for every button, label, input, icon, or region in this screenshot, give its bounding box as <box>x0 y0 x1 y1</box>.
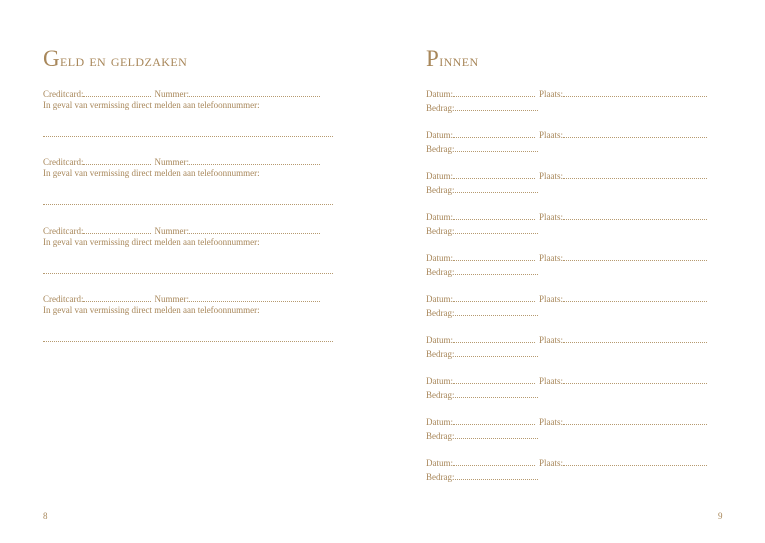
plaats-field[interactable] <box>563 129 707 138</box>
plaats-field[interactable] <box>563 293 707 302</box>
nummer-label: Nummer: <box>154 89 189 99</box>
datum-label: Datum: <box>426 253 453 263</box>
creditcard-field[interactable] <box>83 88 151 97</box>
pin-entry-datum-row <box>426 170 707 182</box>
plaats-label: Plaats: <box>539 294 563 304</box>
bedrag-field[interactable] <box>455 307 538 316</box>
datum-field[interactable] <box>453 88 535 97</box>
pin-entry-bedrag-row <box>426 143 538 155</box>
page-title-pinnen: Pinnen <box>426 46 479 71</box>
pin-entry-bedrag-row <box>426 430 538 442</box>
pin-entry-datum-row <box>426 252 707 264</box>
page-title-geld-en-geldzaken: Geld en geldzaken <box>43 46 188 71</box>
plaats-field[interactable] <box>563 252 707 261</box>
pin-entry-bedrag-row <box>426 348 538 360</box>
bedrag-label: Bedrag: <box>426 144 455 154</box>
creditcard-field[interactable] <box>83 293 151 302</box>
bedrag-field[interactable] <box>455 471 538 480</box>
vermissing-notice: In geval van vermissing direct melden aan telefoonnummer: <box>43 237 260 247</box>
plaats-field[interactable] <box>563 211 707 220</box>
bedrag-label: Bedrag: <box>426 226 455 236</box>
creditcard-row <box>43 225 320 237</box>
nummer-label: Nummer: <box>154 157 189 167</box>
datum-field[interactable] <box>453 293 535 302</box>
bedrag-label: Bedrag: <box>426 390 455 400</box>
pin-entry-bedrag-row <box>426 389 538 401</box>
page-number-left: 8 <box>43 511 48 521</box>
plaats-field[interactable] <box>563 170 707 179</box>
right-page <box>426 0 723 543</box>
datum-field[interactable] <box>453 375 535 384</box>
bedrag-label: Bedrag: <box>426 185 455 195</box>
left-page <box>43 0 333 543</box>
pin-entry-datum-row <box>426 457 707 469</box>
telefoonnummer-line[interactable] <box>43 204 333 205</box>
pin-entry-bedrag-row <box>426 307 538 319</box>
bedrag-label: Bedrag: <box>426 267 455 277</box>
vermissing-notice: In geval van vermissing direct melden aan telefoonnummer: <box>43 305 260 315</box>
plaats-label: Plaats: <box>539 89 563 99</box>
creditcard-row <box>43 293 320 305</box>
bedrag-label: Bedrag: <box>426 472 455 482</box>
bedrag-label: Bedrag: <box>426 308 455 318</box>
bedrag-field[interactable] <box>455 102 538 111</box>
datum-field[interactable] <box>453 129 535 138</box>
plaats-label: Plaats: <box>539 253 563 263</box>
pin-entry-bedrag-row <box>426 184 538 196</box>
bedrag-field[interactable] <box>455 225 538 234</box>
bedrag-label: Bedrag: <box>426 349 455 359</box>
bedrag-field[interactable] <box>455 348 538 357</box>
plaats-field[interactable] <box>563 88 707 97</box>
telefoonnummer-line[interactable] <box>43 136 333 137</box>
pin-entry-bedrag-row <box>426 471 538 483</box>
datum-label: Datum: <box>426 171 453 181</box>
plaats-label: Plaats: <box>539 212 563 222</box>
bedrag-field[interactable] <box>455 143 538 152</box>
datum-field[interactable] <box>453 211 535 220</box>
pin-entry-bedrag-row <box>426 266 538 278</box>
vermissing-notice: In geval van vermissing direct melden aan telefoonnummer: <box>43 168 260 178</box>
bedrag-field[interactable] <box>455 266 538 275</box>
nummer-label: Nummer: <box>154 294 189 304</box>
plaats-field[interactable] <box>563 334 707 343</box>
datum-label: Datum: <box>426 417 453 427</box>
vermissing-notice: In geval van vermissing direct melden aan telefoonnummer: <box>43 100 260 110</box>
datum-field[interactable] <box>453 334 535 343</box>
plaats-label: Plaats: <box>539 417 563 427</box>
datum-label: Datum: <box>426 212 453 222</box>
pin-entry-bedrag-row <box>426 225 538 237</box>
telefoonnummer-line[interactable] <box>43 273 333 274</box>
pin-entry-datum-row <box>426 293 707 305</box>
bedrag-field[interactable] <box>455 430 538 439</box>
plaats-field[interactable] <box>563 457 707 466</box>
datum-label: Datum: <box>426 458 453 468</box>
datum-field[interactable] <box>453 170 535 179</box>
plaats-label: Plaats: <box>539 130 563 140</box>
pin-entry-datum-row <box>426 334 707 346</box>
nummer-field[interactable] <box>189 88 320 97</box>
plaats-label: Plaats: <box>539 171 563 181</box>
pin-entry-datum-row <box>426 211 707 223</box>
page-number-right: 9 <box>718 511 723 521</box>
plaats-label: Plaats: <box>539 458 563 468</box>
pin-entry-datum-row <box>426 375 707 387</box>
telefoonnummer-line[interactable] <box>43 341 333 342</box>
plaats-label: Plaats: <box>539 376 563 386</box>
creditcard-label: Creditcard: <box>43 89 84 99</box>
datum-field[interactable] <box>453 416 535 425</box>
datum-field[interactable] <box>453 457 535 466</box>
nummer-field[interactable] <box>189 293 320 302</box>
datum-label: Datum: <box>426 89 453 99</box>
nummer-label: Nummer: <box>154 226 189 236</box>
creditcard-label: Creditcard: <box>43 294 84 304</box>
bedrag-label: Bedrag: <box>426 103 455 113</box>
creditcard-field[interactable] <box>83 156 151 165</box>
datum-label: Datum: <box>426 130 453 140</box>
creditcard-label: Creditcard: <box>43 226 84 236</box>
pin-entry-datum-row <box>426 416 707 428</box>
datum-label: Datum: <box>426 294 453 304</box>
creditcard-field[interactable] <box>83 225 151 234</box>
plaats-field[interactable] <box>563 375 707 384</box>
datum-label: Datum: <box>426 335 453 345</box>
pin-entry-datum-row <box>426 88 707 100</box>
bedrag-field[interactable] <box>455 184 538 193</box>
creditcard-label: Creditcard: <box>43 157 84 167</box>
pin-entry-bedrag-row <box>426 102 538 114</box>
nummer-field[interactable] <box>189 225 320 234</box>
bedrag-field[interactable] <box>455 389 538 398</box>
creditcard-row <box>43 156 320 168</box>
creditcard-row <box>43 88 320 100</box>
plaats-label: Plaats: <box>539 335 563 345</box>
plaats-field[interactable] <box>563 416 707 425</box>
nummer-field[interactable] <box>189 156 320 165</box>
bedrag-label: Bedrag: <box>426 431 455 441</box>
datum-field[interactable] <box>453 252 535 261</box>
pin-entry-datum-row <box>426 129 707 141</box>
datum-label: Datum: <box>426 376 453 386</box>
